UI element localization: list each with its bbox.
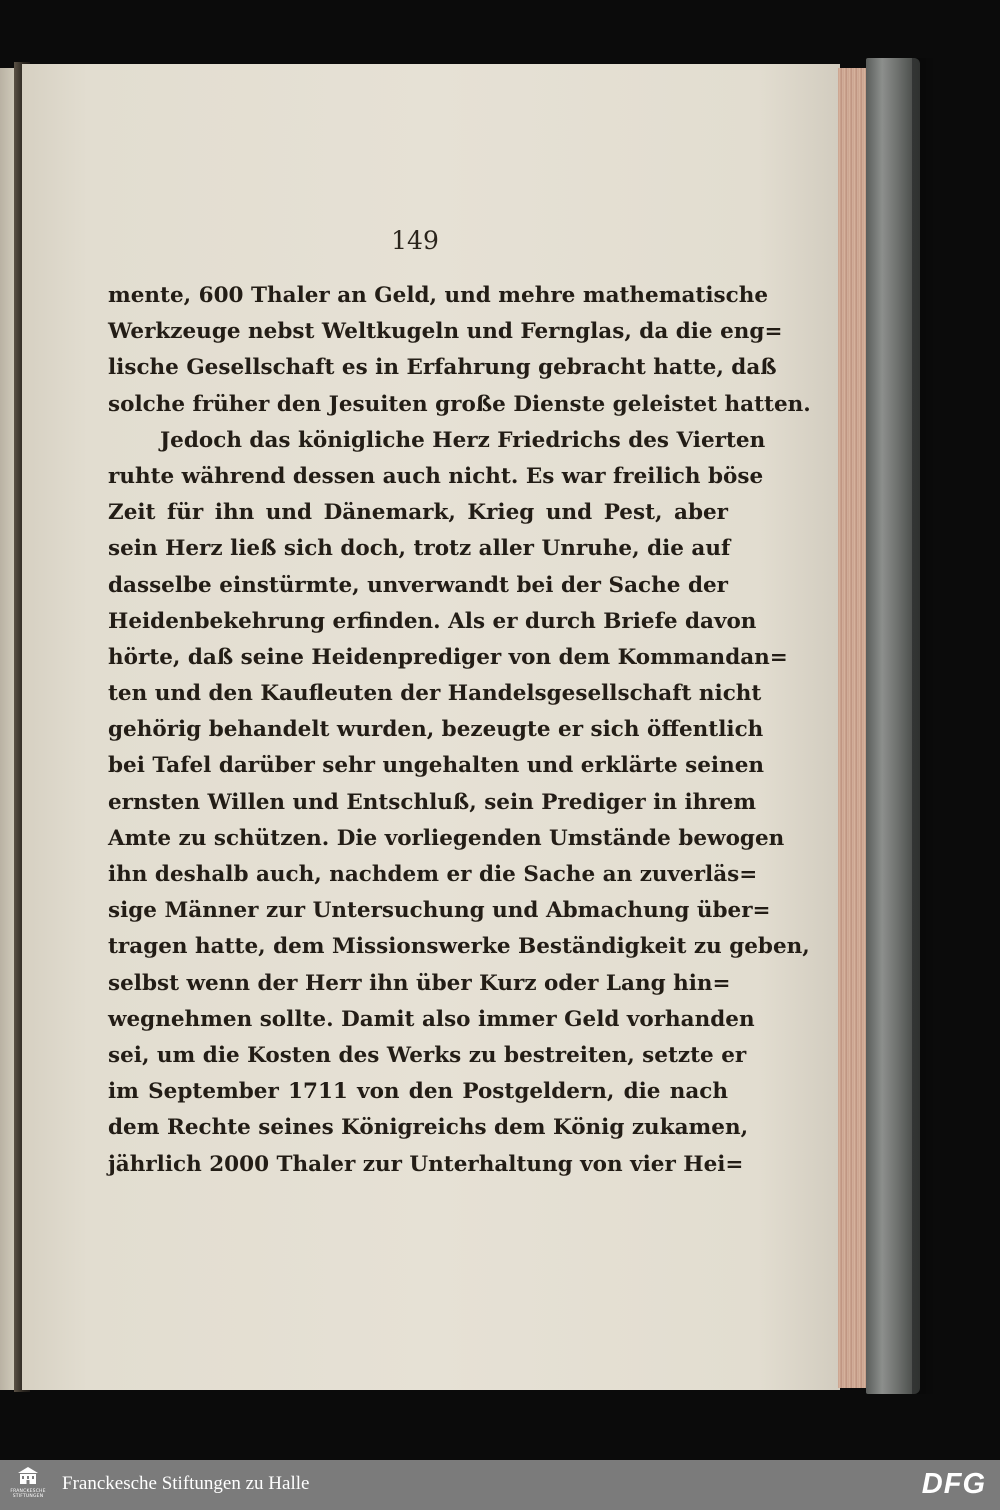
logo-text-line: FRANCKESCHE	[10, 1489, 46, 1494]
logo-text	[8, 1489, 48, 1499]
text-line: bei Tafel darüber sehr ungehalten und erklärte seinen	[108, 753, 765, 779]
text-line: tragen hatte, dem Missionswerke Beständigkeit zu geben,	[108, 934, 810, 960]
text-line: Amte zu schützen. Die vorliegenden Umstände bewogen	[108, 825, 785, 851]
institution-name: Franckesche Stiftungen zu Halle	[62, 1473, 310, 1494]
text-line: Werkzeuge nebst Weltkugeln und Fernglas, da die eng=	[108, 319, 783, 345]
dfg-logo[interactable]: DFG	[921, 1468, 986, 1500]
building-icon	[18, 1467, 38, 1485]
text-line: solche früher den Jesuiten große Dienste geleistet hatten.	[108, 391, 811, 417]
page-fore-edge	[838, 68, 868, 1388]
text-line: gehörig behandelt wurden, bezeugte er sich öffentlich	[108, 717, 764, 743]
text-line: hörte, daß seine Heidenprediger von dem Kommandan=	[108, 644, 788, 670]
francke-foundations-logo[interactable]	[8, 1467, 48, 1503]
logo-text-line: STIFTUNGEN	[12, 1494, 44, 1499]
page-number: 149	[391, 226, 439, 255]
viewer-footer	[0, 1460, 1000, 1510]
text-line: dasselbe einstürmte, unverwandt bei der Sache der	[108, 572, 728, 598]
page-body-text	[108, 278, 811, 1183]
text-line: ernsten Willen und Entschluß, sein Prediger in ihrem	[108, 789, 757, 815]
text-line: Zeit für ihn und Dänemark, Krieg und Pest, aber	[108, 500, 728, 526]
text-line: lische Gesellschaft es in Erfahrung gebracht hatte, daß	[108, 355, 777, 381]
text-line: im September 1711 von den Postgeldern, die nach	[108, 1079, 728, 1105]
text-line: sein Herz ließ sich doch, trotz aller Unruhe, die auf	[108, 536, 731, 562]
cover-shadow	[912, 58, 936, 1394]
text-line: wegnehmen sollte. Damit also immer Geld vorhanden	[108, 1006, 755, 1032]
text-line: dem Rechte seines Königreichs dem König zukamen,	[108, 1115, 749, 1141]
text-line: jährlich 2000 Thaler zur Unterhaltung von vier Hei=	[108, 1151, 744, 1177]
text-line: ten und den Kaufleuten der Handelsgesellschaft nicht	[108, 681, 762, 707]
text-line: Heidenbekehrung erfinden. Als er durch Briefe davon	[108, 608, 757, 634]
text-line: Jedoch das königliche Herz Friedrichs des Vierten	[160, 427, 766, 453]
text-line: sige Männer zur Untersuchung und Abmachung über=	[108, 898, 771, 924]
text-line: selbst wenn der Herr ihn über Kurz oder Lang hin=	[108, 970, 731, 996]
text-line: sei, um die Kosten des Werks zu bestreiten, setzte er	[108, 1042, 747, 1068]
text-line: ihn deshalb auch, nachdem er die Sache an zuverläs=	[108, 862, 758, 887]
text-line: mente, 600 Thaler an Geld, und mehre mathematische	[108, 283, 769, 308]
text-line: ruhte während dessen auch nicht. Es war freilich böse	[108, 463, 764, 489]
